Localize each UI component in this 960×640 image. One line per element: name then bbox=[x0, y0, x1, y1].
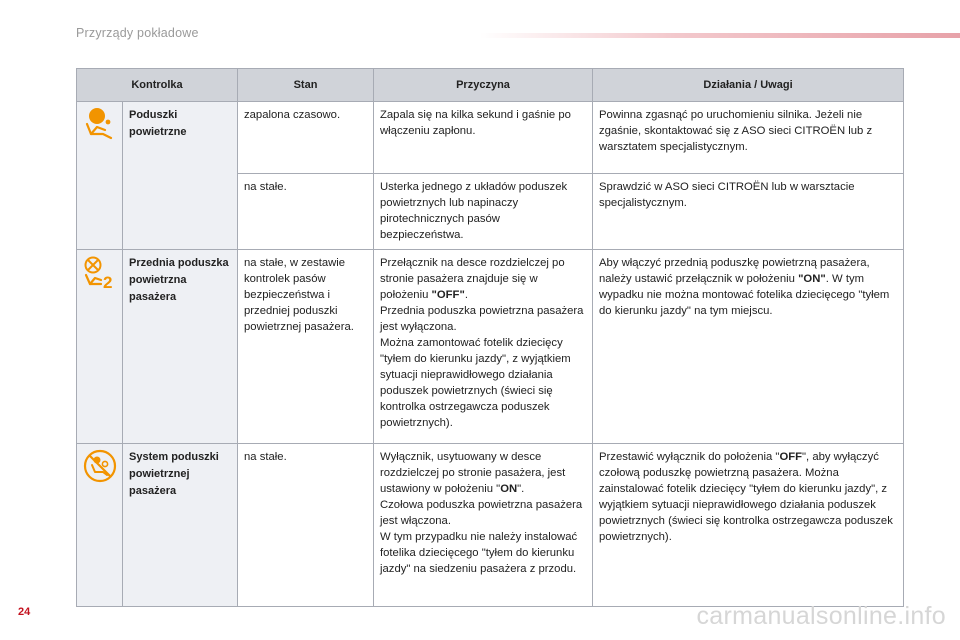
table-row bbox=[77, 250, 904, 444]
table-row bbox=[77, 444, 904, 607]
cause-text-end: . bbox=[464, 289, 468, 301]
action-text-end: . W tym wypadku nie można montować fotelika dziecięcego "tyłem do kierunku jazdy" na tym miejscu. bbox=[599, 273, 890, 317]
action-text: Aby włączyć przednią poduszkę powietrzną pasażera, należy ustawić przełącznik w położeniu bbox=[599, 257, 870, 285]
cause-text: Wyłącznik, usytuowany w desce rozdzielczej po stronie pasażera, jest ustawiony w położeniu " bbox=[380, 451, 566, 495]
state-cell: zapalona czasowo. bbox=[238, 102, 374, 174]
action-switch-position: OFF bbox=[779, 451, 803, 463]
cause-cell: Zapala się na kilka sekund i gaśnie po włączeniu zapłonu. bbox=[374, 102, 593, 174]
column-header-stan: Stan bbox=[238, 69, 374, 102]
cause-switch-position: ON bbox=[500, 483, 518, 495]
light-name: Przednia poduszka powietrzna pasażera bbox=[123, 250, 238, 444]
action-cell bbox=[593, 444, 904, 607]
cause-text-end: ". bbox=[517, 483, 525, 495]
column-header-dzialania: Działania / Uwagi bbox=[593, 69, 904, 102]
cause-cell bbox=[374, 444, 593, 607]
page-header-title: Przyrządy pokładowe bbox=[76, 26, 199, 40]
column-header-kontrolka: Kontrolka bbox=[77, 69, 238, 102]
action-text-end: ", aby wyłączyć czołową poduszkę powietrzną pasażera. Można zainstalować fotelik dziecięcy "tyłem do kierunku jazdy", z wyjątkiem sytuacji nieprawidłowego działania poduszek powietrznych (świeci się kontrolka ostrzegawcza poduszek powietrznych). bbox=[599, 451, 893, 543]
cause-cell bbox=[374, 250, 593, 444]
cause-text: Można zamontować fotelik dziecięcy "tyłem do kierunku jazdy", z wyjątkiem sytuacji nieprawidłowego działania poduszek powietrznych (świeci się kontrolka ostrzegawcza poduszek powietrznych). bbox=[380, 337, 571, 429]
action-text: Przestawić wyłącznik do położenia " bbox=[599, 451, 780, 463]
light-name: Poduszki powietrzne bbox=[123, 102, 238, 250]
cause-text: W tym przypadku nie należy instalować fotelika dziecięcego "tyłem do kierunku jazdy" na siedzeniu pasażera z przodu. bbox=[380, 531, 578, 575]
state-cell: na stałe. bbox=[238, 444, 374, 607]
airbag-system-off-icon bbox=[83, 449, 116, 483]
state-cell: na stałe. bbox=[238, 174, 374, 250]
table-header-row bbox=[77, 69, 904, 102]
cause-text: Przełącznik na desce rozdzielczej po stronie pasażera znajduje się w położeniu bbox=[380, 257, 565, 301]
watermark: carmanualsonline.info bbox=[696, 602, 946, 630]
page-number: 24 bbox=[18, 606, 31, 618]
icon-cell bbox=[77, 444, 123, 607]
svg-text:2: 2 bbox=[103, 273, 113, 291]
cause-text: Czołowa poduszka powietrzna pasażera jest włączona. bbox=[380, 499, 583, 527]
action-cell: Powinna zgasnąć po uruchomieniu silnika. Jeżeli nie zgaśnie, skontaktować się z ASO sieci CITROËN lub z warsztatem specjalistycznym. bbox=[593, 102, 904, 174]
state-cell: na stałe, w zestawie kontrolek pasów bezpieczeństwa i przedniej poduszki powietrznej pasażera. bbox=[238, 250, 374, 444]
icon-cell bbox=[77, 102, 123, 250]
airbag-person-icon bbox=[83, 107, 116, 141]
cause-switch-position: "OFF" bbox=[431, 289, 465, 301]
table-row bbox=[77, 102, 904, 174]
column-header-przyczyna: Przyczyna bbox=[374, 69, 593, 102]
header-rule bbox=[480, 33, 960, 38]
action-switch-position: "ON" bbox=[798, 273, 826, 285]
cause-text: Przednia poduszka powietrzna pasażera jest wyłączona. bbox=[380, 305, 584, 333]
cause-cell: Usterka jednego z układów poduszek powietrznych lub napinaczy pirotechnicznych pasów bezpieczeństwa. bbox=[374, 174, 593, 250]
icon-cell bbox=[77, 250, 123, 444]
light-name: System poduszki powietrznej pasażera bbox=[123, 444, 238, 607]
action-cell: Sprawdzić w ASO sieci CITROËN lub w warsztacie specjalistycznym. bbox=[593, 174, 904, 250]
warning-lights-table bbox=[76, 68, 904, 607]
action-cell bbox=[593, 250, 904, 444]
passenger-airbag-off-icon bbox=[83, 255, 116, 291]
